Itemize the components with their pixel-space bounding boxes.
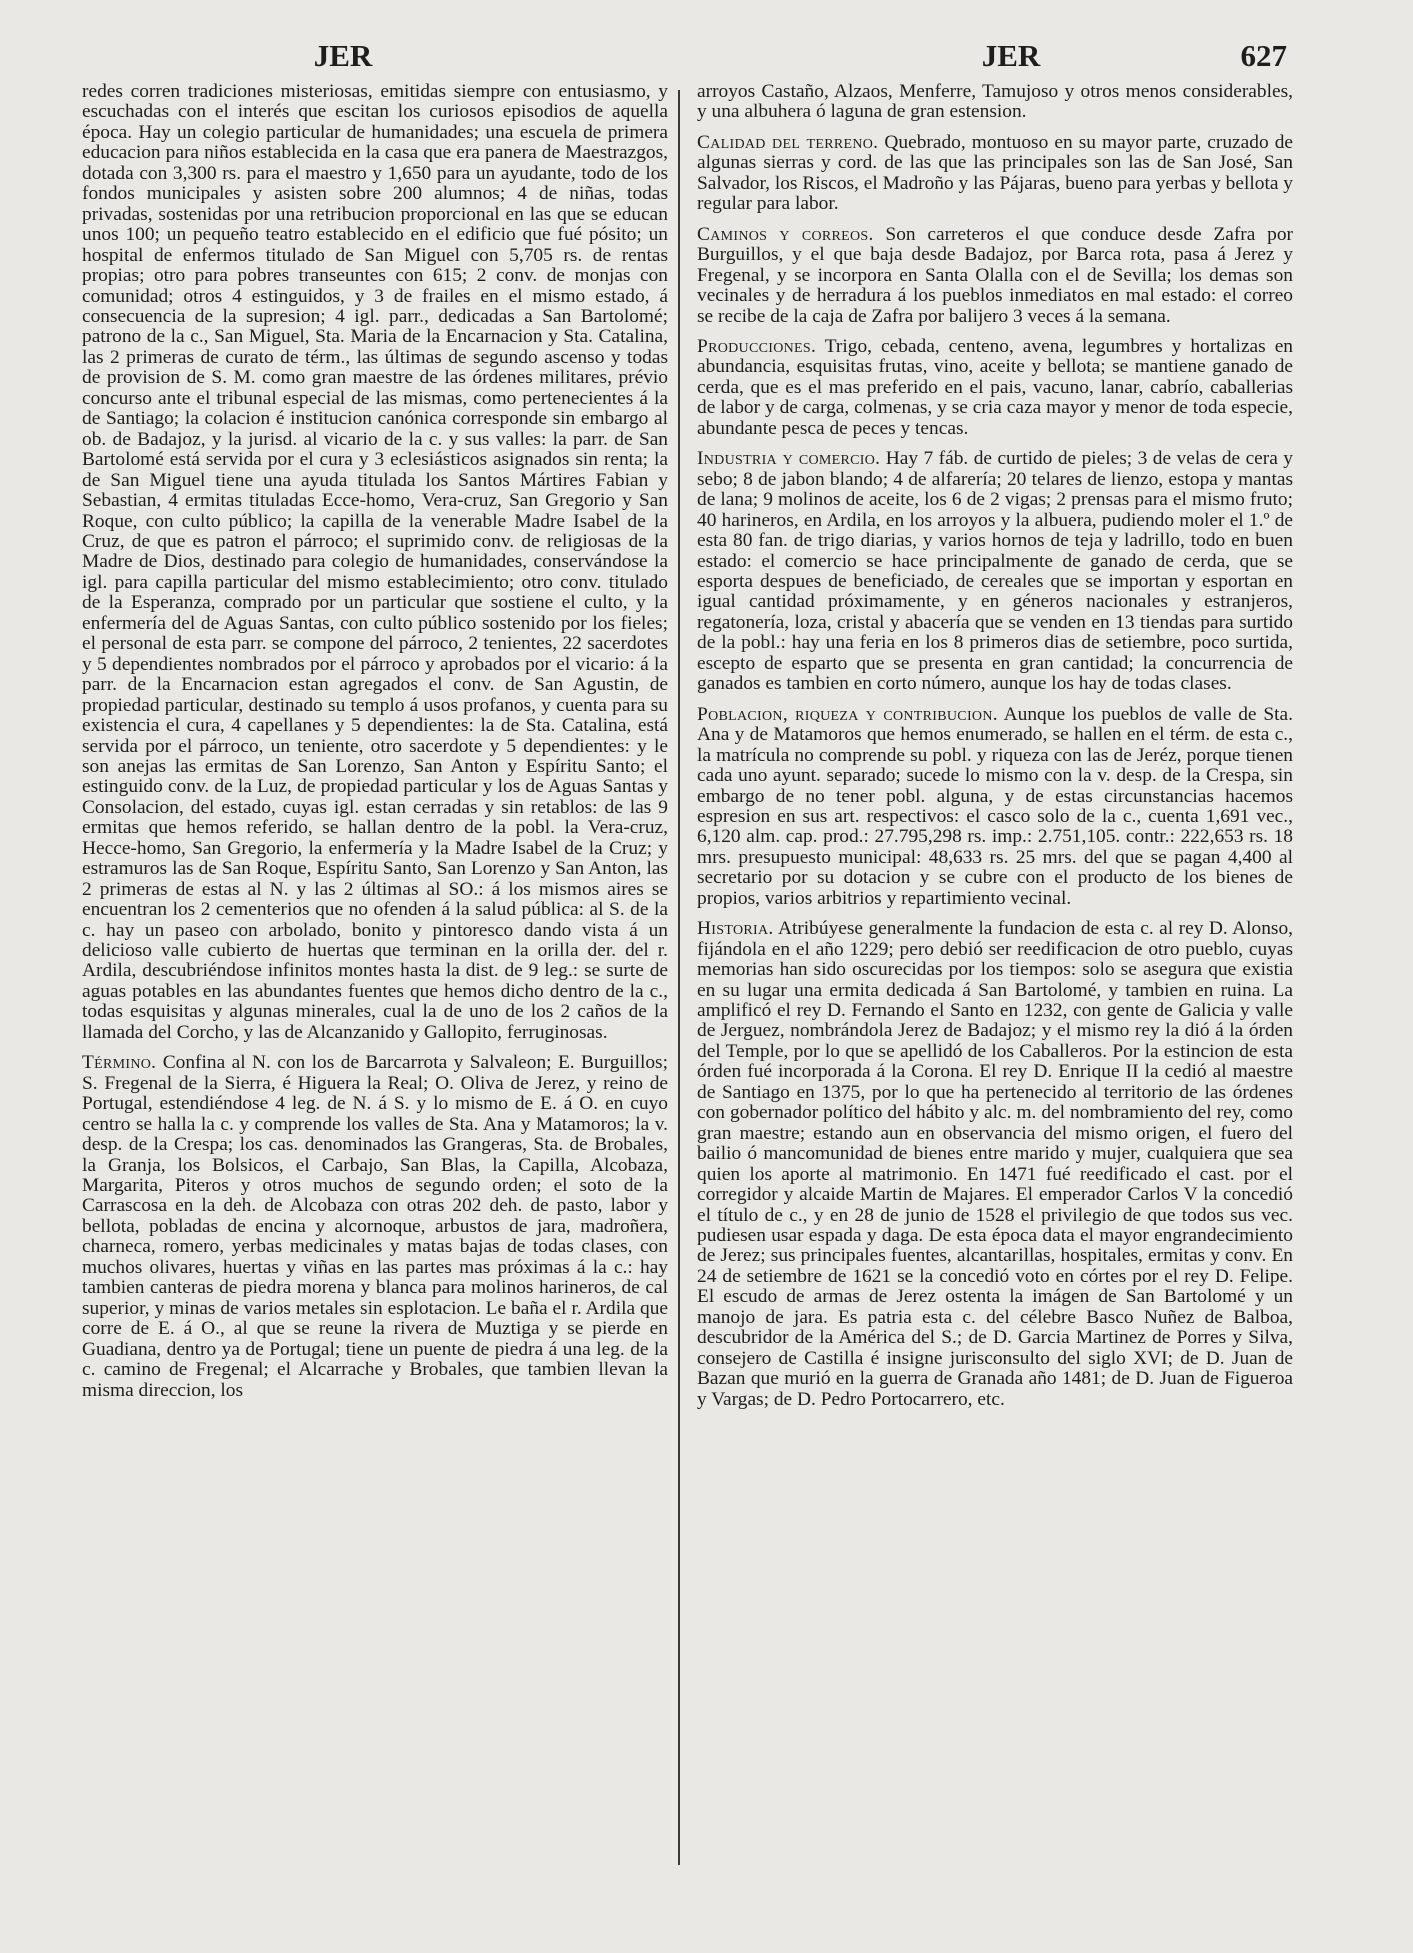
section-heading: Historia. [697, 918, 774, 940]
paragraph-text: Trigo, cebada, centeno, avena, legumbres y hortalizas en abundancia, esquisitas frutas, vino, aceite y bellota; se mantiene ganado de cerda, que es el mas preferido en el pais, vacuno, lanar, cabrío, caballerias de labor y de carga, colmenas, y se cria caza mayor y menor de toda especie, abundante pesca de peces y tencas. [697, 335, 1294, 439]
right-column [697, 82, 1293, 1410]
paragraph-text: Son carreteros el que conduce desde Zafra por Burguillos, y el que baja desde Badajoz, por Barca rota, pasa á Jerez y Fregenal, y se incorpora en Santa Olalla con el de Sevilla; los demas son vecinales y de herradura á los pueblos inmediatos en mal estado: el correo se recibe de la caja de Zafra por balijero 3 veces á la semana. [697, 223, 1293, 327]
paragraph-historia [697, 919, 1293, 1410]
section-heading: Producciones. [697, 335, 817, 357]
paragraph-text: Confina al N. con los de Barcarrota y Salvaleon; E. Burguillos; S. Fregenal de la Sierra, é Higuera la Real; O. Oliva de Jerez, y reino de Portugal, estendiéndose 4 leg. de N. á S. y lo mismo de E. á O. en cuyo centro se halla la c. y comprende los valles de Sta. Ana y Matamoros; la v. desp. de la Crespa; los cas. denominados las Grangeras, Sta. de Brobales, la Granja, los Bolsicos, el Carbajo, San Blas, la Capilla, Alcobaza, Margarita, Piteros y otros muchos de segundo orden; el soto de la Carrascosa en la deh. de Alcobaza con otras 202 deh. de pasto, labor y bellota, pobladas de encina y alcornoque, arbustos de jara, madroñera, charneca, romero, yerbas medicinales y matas bajas de todas clases, con muchos olivares, huertas y viñas en las partes mas próximas á la c.: hay tambien canteras de piedra morena y blanca para molinos harineros, de cal superior, y minas de varios metales sin esplotacion. Le baña el r. Ardila que corre de E. á O., al que se reune la rivera de Muztiga y se pierde en Guadiana, dentro ya de Portugal; tiene un puente de piedra á una leg. de la c. camino de Fregenal; el Alcarrache y Brobales, que tambien llevan la misma direccion, los [82, 1052, 668, 1401]
section-heading: Caminos y correos. [697, 223, 874, 245]
paragraph-text: redes corren tradiciones misteriosas, emitidas siempre con entusiasmo, y escuchadas con el interés que escitan los curiosos episodios de aquella época. Hay un colegio particular de humanidades; una escuela de primera educacion para niños establecida en la casa que era panera de Maestrazgos, dotada con 3,300 rs. para el maestro y 1,650 para un ayudante, todo de los fondos municipales y asisten sobre 200 alumnos; 4 de niñas, todas privadas, sostenidas por una retribucion proporcional en las que se educan unos 100; un pequeño teatro establecido en el edificio que fué pósito; un hospital de enfermos titulado de San Miguel con 5,705 rs. de rentas propias; otro para pobres transeuntes con 615; 2 conv. de monjas con comunidad; otros 4 estinguidos, y 3 de frailes en el mismo estado, á consecuencia de la supresion; 4 igl. parr., dedicadas a San Bartolomé; patrono de la c., San Miguel, Sta. Maria de la Encarnacion y Sta. Catalina, las 2 primeras de curato de térm., las últimas de segundo ascenso y todas de provision de S. M. como gran maestre de las órdenes militares, prévio concurso ante el tribunal especial de las mismas, como pertenecientes á la de Santiago; la colacion é institucion canónica corresponde sin embargo al ob. de Badajoz, y la jurisd. al vicario de la c. y sus valles: la parr. de San Bartolomé está servida por el cura y 3 eclesiásticos asignados sin renta; la de San Miguel tiene una ayuda titulada los Santos Mártires Fabian y Sebastian, 4 ermitas tituladas Ecce-homo, Vera-cruz, San Gregorio y San Roque, con culto público; la capilla de la venerable Madre Isabel de la Cruz, de que es patron el párroco; el suprimido conv. de religiosas de la Madre de Dios, destinado para colegio de humanidades, conservándose la igl. para capilla particular del mismo establecimiento; otro conv. titulado de la Esperanza, comprado por un particular que sostiene el culto, y la enfermería del de Aguas Santas, con culto público sostenido por los fieles; el personal de esta parr. se compone del párroco, 2 tenientes, 22 sacerdotes y 5 dependientes nombrados por el párroco y aprobados por el vicario: á la parr. de la Encarnacion estan agregados el conv. de San Agustin, de propiedad particular, destinado su templo á usos profanos, y cuenta para su existencia el cura, 4 capellanes y 5 dependientes: la de Sta. Catalina, está servida por el párroco, un teniente, otro sacerdote y 5 dependientes: y le son anejas las ermitas de San Lorenzo, San Anton y Espíritu Santo; el estinguido conv. de la Luz, de propiedad particular y los de Aguas Santas y Consolacion, del estado, cuyas igl. estan cerradas y sin retablos: de las 9 ermitas que hemos referido, se hallan dentro de la pobl. la Vera-cruz, Hecce-homo, San Gregorio, la enfermería y la Madre Isabel de la Cruz; y estramuros las de San Roque, Espíritu Santo, San Lorenzo y San Anton, las 2 primeras de estas al N. y las 2 últimas al SO.: á los mismos aires se encuentran los 2 cementerios que no ofenden á la salud pública: al S. de la c. hay un paseo con arbolado, bonito y pintoresco dando vista á un delicioso valle cubierto de huertas que terminan en la orilla der. del r. Ardila, descubriéndose infinitos montes hasta la dist. de 9 leg.: se surte de aguas potables en las abundantes fuentes que hemos dicho dentro de la c., todas esquisitas y algunas minerales, cual la de uno de los 2 caños de la llamada del Corcho, y las de Alcanzanido y Gallopito, ferruginosas. [82, 81, 668, 1043]
page-header [0, 38, 1413, 78]
paragraph-calidad [697, 133, 1293, 215]
paragraph-text: Aunque los pueblos de valle de Sta. Ana y de Matamoros que hemos enumerado, se hallen en el térm. de esta c., la matrícula no comprende su pobl. y riqueza con las de Jeréz, porque tienen cada uno ayunt. separado; sucede lo mismo con la v. desp. de la Crespa, sin embargo de no tener pobl. alguna, y de estas circunstancias hacemos espresion en sus art. respectivos: el casco solo de la c., cuenta 1,691 vec., 6,120 alm. cap. prod.: 27.795,298 rs. imp.: 2.751,105. contr.: 222,653 rs. 18 mrs. presupuesto municipal: 48,633 rs. 25 mrs. del que se pagan 4,400 al secretario por su dotacion y se cubre con el producto de los bienes de propios, varios arbitrios y repartimiento vecinal. [697, 703, 1293, 909]
paragraph-poblacion [697, 705, 1293, 910]
paragraph-text: Quebrado, montuoso en su mayor parte, cruzado de algunas sierras y cord. de las que las principales son las de San José, San Salvador, los Riscos, el Madroño y las Pájaras, bueno para yerbas y bellota y regular para labor. [697, 131, 1294, 215]
paragraph-producciones [697, 337, 1293, 439]
section-heading: Calidad del terreno. [697, 131, 879, 153]
column-divider [678, 90, 680, 1865]
paragraph [82, 82, 668, 1043]
paragraph-caminos [697, 225, 1293, 327]
paragraph-text: Atribúyese generalmente la fundacion de esta c. al rey D. Alonso, fijándola en el año 1229; pero debió ser reedificacion de otro pueblo, cuyas memorias han sido oscurecidas por los tiempos: solo se asegura que existia en su lugar una ermita dedicada á San Bartolomé, y tambien en ruina. La amplificó el rey D. Fernando el Santo en 1232, con gente de Galicia y valle de Jerguez, nombrándola Jerez de Badajoz; y el mismo rey la dió á la órden del Temple, por lo que se apellidó de los Caballeros. Por la estincion de esta órden fué incorporada á la Corona. El rey D. Enrique II la cedió al maestre de Santiago en 1375, por lo que ha pertenecido al territorio de las órdenes con gobernador político del hábito y alc. m. del nombramiento del rey, como gran maestre; estando aun en observancia del mismo origen, el fuero del bailio ó mancomunidad de bienes entre marido y mujer, cualquiera que sea quien los aporte al matrimonio. En 1471 fué reedificado el cast. por el corregidor y alcaide Martin de Majares. El emperador Carlos V la concedió el título de c., y en 28 de junio de 1528 el privilegio de que todos sus vec. pudiesen usar espada y daga. De esta época data el mayor engrandecimiento de Jerez; sus principales fuentes, alcantarillas, hospitales, ermitas y conv. En 24 de setiembre de 1621 se la concedió voto en córtes por el rey D. Felipe. El escudo de armas de Jerez ostenta la imágen de San Bartolomé y un manojo de jara. Es patria esta c. del célebre Basco Nuñez de Balboa, descubridor de la América del S.; de D. Garcia Martinez de Porres y Silva, consejero de Castilla é insigne jurisconsulto del siglo XVI; de D. Juan de Bazan que murió en la guerra de Granada año 1481; de D. Juan de Figueroa y Vargas; de D. Pedro Portocarrero, etc. [697, 918, 1293, 1410]
paragraph-industria [697, 449, 1293, 694]
header-left-title: JER [313, 38, 373, 73]
section-heading: Poblacion, riqueza y contribucion. [697, 703, 998, 725]
page-number: 627 [1240, 38, 1287, 73]
paragraph-termino [82, 1053, 668, 1401]
section-heading: Término. [82, 1052, 157, 1074]
left-column [82, 82, 668, 1401]
header-right-title: JER [981, 38, 1041, 73]
section-heading: Industria y comercio. [697, 448, 881, 470]
paragraph-text: Hay 7 fáb. de curtido de pieles; 3 de velas de cera y sebo; 8 de jabon blando; 4 de alfarería; 20 telares de lienzo, estopa y mantas de lana; 9 molinos de aceite, los 6 de 2 vigas; 2 prensas para el mismo fruto; 40 harineros, en Ardila, en los arroyos y la albuera, pudiendo moler el 1.º de esta 80 fan. de trigo diarias, y varios hornos de teja y ladrillo, todo en buen estado: el comercio se hace principalmente de ganado de cerda, que se esporta despues de beneficiado, de cereales que se importan y esportan en igual cantidad próximamente, y en géneros nacionales y estranjeros, regatonería, loza, cristal y abacería que se venden en 13 tiendas para surtido de la pobl.: hay una feria en los 8 primeros dias de setiembre, poco surtida, escepto de esparto que se presenta en gran cantidad; la concurrencia de ganados es tambien en corto número, aunque los hay de todas clases. [697, 448, 1293, 695]
paragraph [697, 82, 1293, 123]
paragraph-text: arroyos Castaño, Alzaos, Menferre, Tamujoso y otros menos considerables, y una albuhera ó laguna de gran estension. [697, 81, 1293, 123]
